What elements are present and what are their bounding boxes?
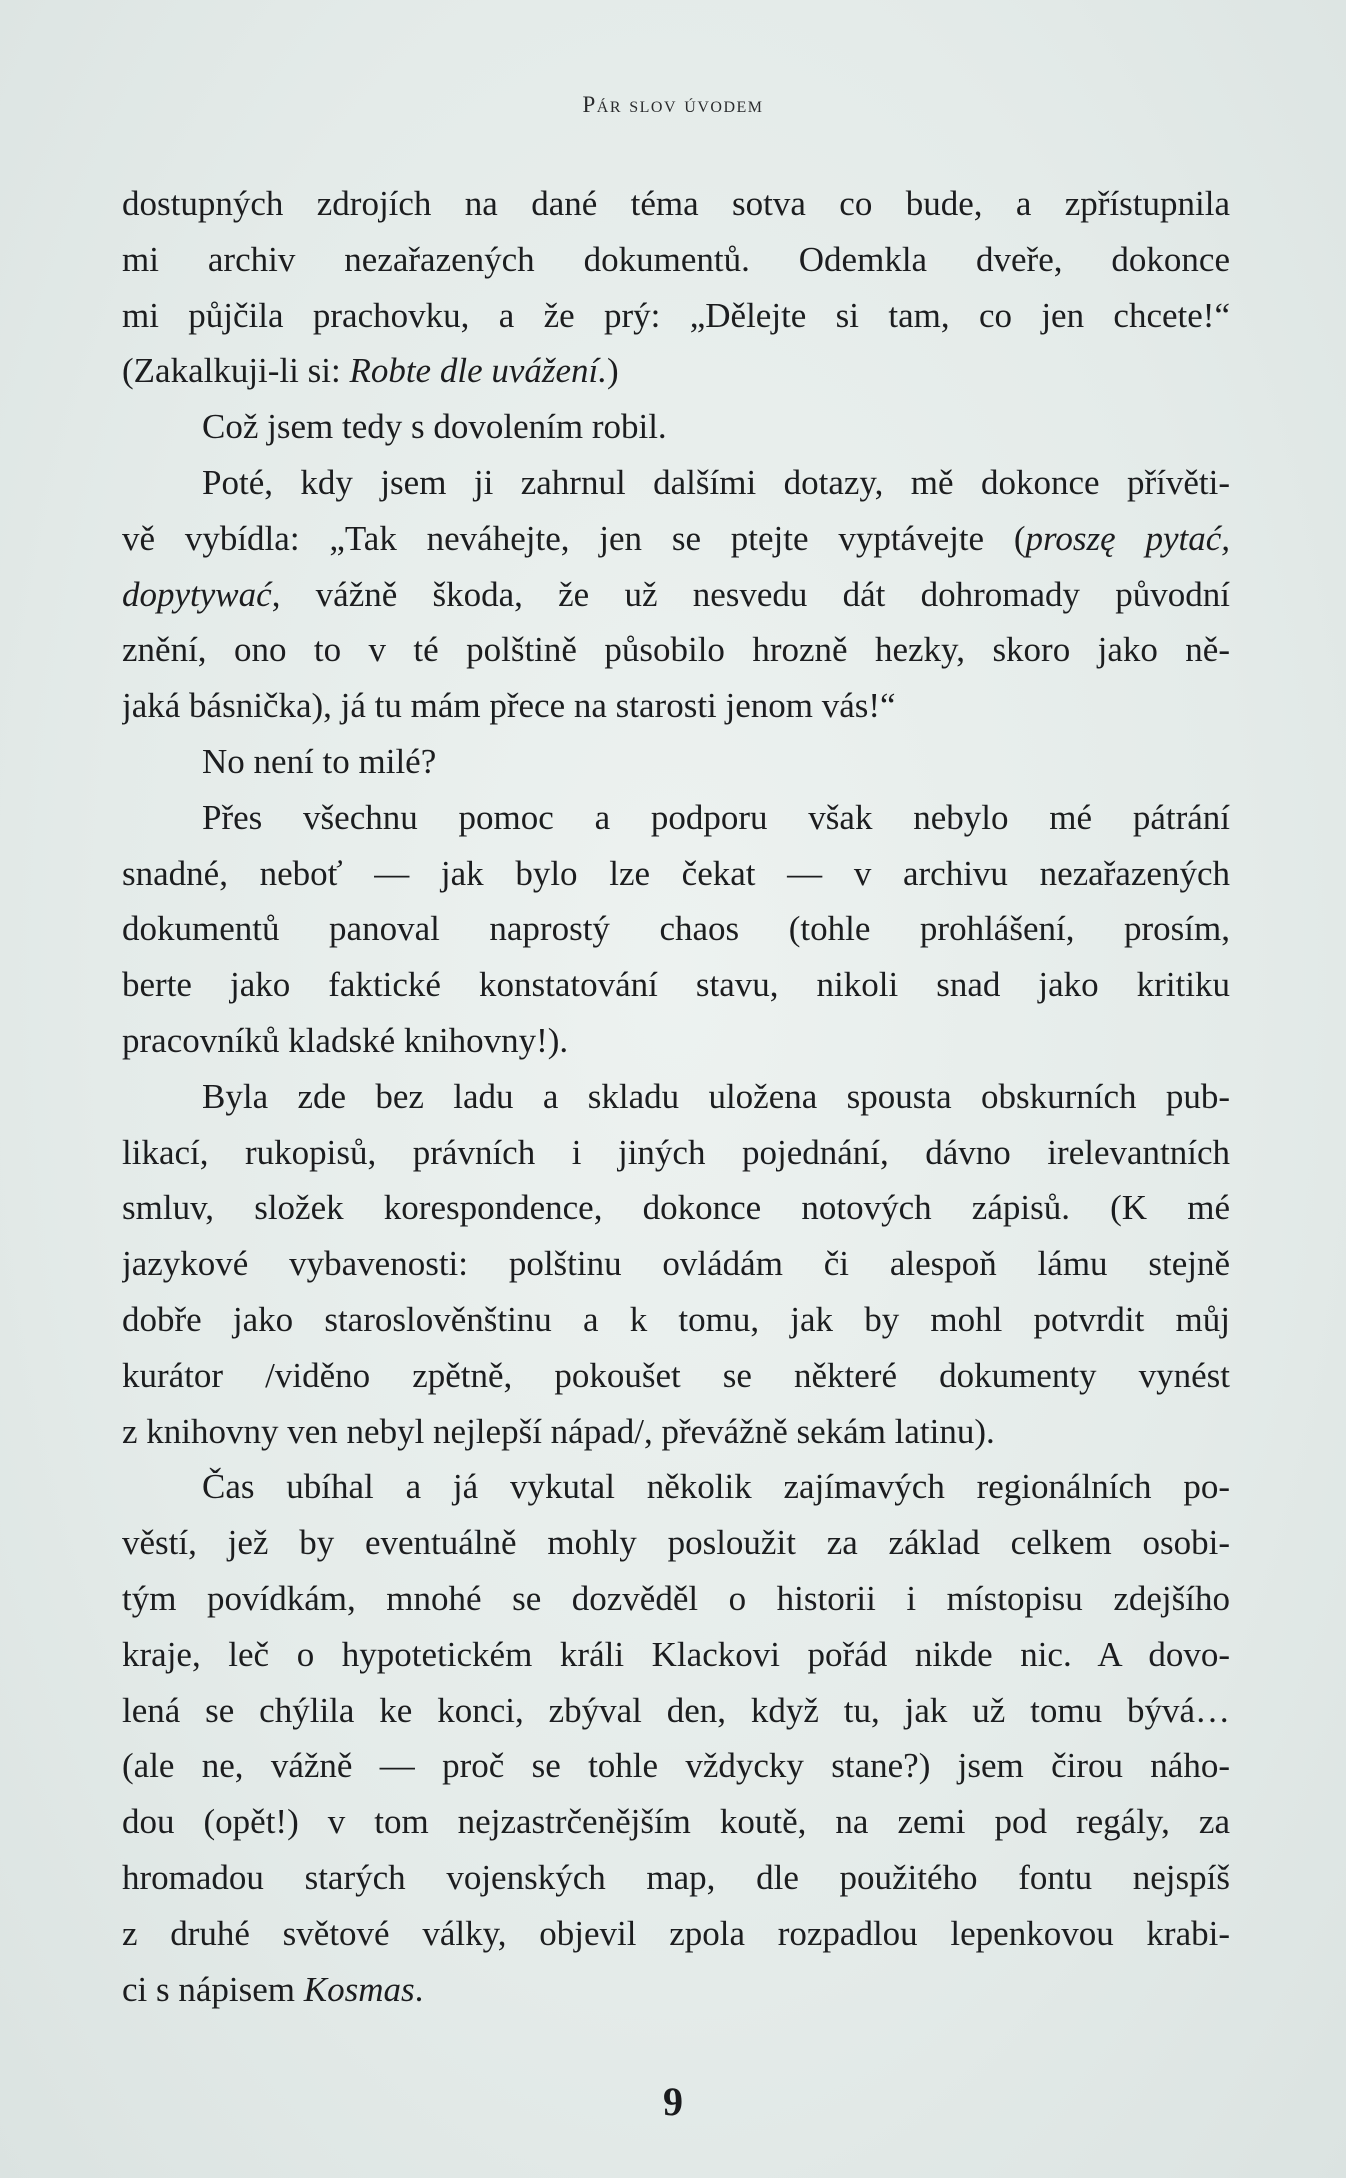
text-line <box>122 1906 1230 1962</box>
text-line <box>122 343 1230 399</box>
text-line <box>122 1404 1230 1460</box>
text-line <box>122 901 1230 957</box>
text-line <box>122 1962 1230 2018</box>
text-span: snadné, neboť — jak bylo lze čekat — v archivu nezařazených <box>122 853 1230 893</box>
italic-text: proszę pytać, <box>1025 518 1230 558</box>
text-line <box>122 957 1230 1013</box>
text-span: (Zakalkuji-li si: <box>122 351 350 391</box>
text-span: (ale ne, vážně — proč se tohle vždycky stane?) jsem čirou náho- <box>122 1746 1230 1786</box>
text-span: věstí, jež by eventuálně mohly posloužit za základ celkem osobi- <box>122 1523 1230 1563</box>
text-line <box>122 455 1230 511</box>
text-line <box>122 734 1230 790</box>
text-span: dobře jako staroslověnštinu a k tomu, jak by mohl potvrdit můj <box>122 1299 1230 1339</box>
text-line <box>122 511 1230 567</box>
text-line <box>122 1348 1230 1404</box>
text-line <box>122 1794 1230 1850</box>
text-line <box>122 176 1230 232</box>
text-line <box>122 678 1230 734</box>
text-span: lená se chýlila ke konci, zbýval den, když tu, jak už tomu bývá… <box>122 1690 1230 1730</box>
text-span: ) <box>607 351 619 391</box>
text-span: dokumentů panoval naprostý chaos (tohle prohlášení, prosím, <box>122 909 1230 949</box>
text-span: Byla zde bez ladu a skladu uložena spousta obskurních pub- <box>202 1076 1230 1116</box>
text-span: smluv, složek korespondence, dokonce notových zápisů. (K mé <box>122 1188 1230 1228</box>
italic-text: Robte dle uvážení. <box>349 351 608 391</box>
text-span: pracovníků kladské knihovny!). <box>122 1020 569 1060</box>
text-line <box>122 1292 1230 1348</box>
text-line <box>122 288 1230 344</box>
text-span: likací, rukopisů, právních i jiných pojednání, dávno irelevantních <box>122 1132 1230 1172</box>
text-span: Čas ubíhal a já vykutal několik zajímavých regionálních po- <box>202 1467 1230 1507</box>
text-span: jaká básnička), já tu mám přece na starosti jenom vás!“ <box>122 686 896 726</box>
page-number: 9 <box>663 2079 683 2124</box>
text-span: dostupných zdrojích na dané téma sotva co bude, a zpřístupnila <box>122 184 1230 223</box>
italic-text: dopytywać <box>122 574 272 614</box>
running-head: Pár slov úvodem <box>582 92 764 117</box>
text-line <box>122 1236 1230 1292</box>
text-line <box>122 1180 1230 1236</box>
text-span: ci s nápisem <box>122 1969 304 2009</box>
text-span: . <box>414 1969 424 2009</box>
text-span: z knihovny ven nebyl nejlepší nápad/, převážně sekám latinu). <box>122 1411 995 1451</box>
text-span: znění, ono to v té polštině působilo hrozně hezky, skoro jako ně- <box>122 630 1230 670</box>
text-span: No není to milé? <box>202 741 437 781</box>
italic-text: Kosmas <box>303 1969 415 2009</box>
text-span: , vážně škoda, že už nesvedu dát dohromady původní <box>271 574 1230 614</box>
text-line <box>122 1683 1230 1739</box>
text-span: hromadou starých vojenských map, dle použitého fontu nejspíš <box>122 1857 1230 1897</box>
text-span: mi archiv nezařazených dokumentů. Odemkla dveře, dokonce <box>122 239 1230 279</box>
text-line <box>122 1571 1230 1627</box>
text-line <box>122 1850 1230 1906</box>
text-line <box>122 1125 1230 1181</box>
text-line <box>122 567 1230 623</box>
text-line <box>122 399 1230 455</box>
text-span: dou (opět!) v tom nejzastrčenějším koutě, na zemi pod regály, za <box>122 1802 1230 1842</box>
text-span: Přes všechnu pomoc a podporu však nebylo mé pátrání <box>202 797 1230 837</box>
text-line <box>122 1627 1230 1683</box>
text-span: tým povídkám, mnohé se dozvěděl o historii i místopisu zdejšího <box>122 1578 1230 1618</box>
text-span: Což jsem tedy s dovolením robil. <box>202 407 667 447</box>
text-span: z druhé světové války, objevil zpola rozpadlou lepenkovou krabi- <box>122 1913 1230 1953</box>
text-span: jazykové vybavenosti: polštinu ovládám či alespoň lámu stejně <box>122 1244 1230 1284</box>
text-line <box>122 1515 1230 1571</box>
text-span: kurátor /viděno zpětně, pokoušet se některé dokumenty vynést <box>122 1355 1230 1395</box>
text-line <box>122 1459 1230 1515</box>
text-line <box>122 1069 1230 1125</box>
text-span: Poté, kdy jsem ji zahrnul dalšími dotazy, mě dokonce přívěti- <box>202 462 1230 502</box>
text-line <box>122 846 1230 902</box>
text-span: berte jako faktické konstatování stavu, nikoli snad jako kritiku <box>122 965 1230 1005</box>
text-span: vě vybídla: „Tak neváhejte, jen se ptejte vyptávejte ( <box>122 518 1026 558</box>
body-text <box>122 176 1230 2017</box>
text-line <box>122 1013 1230 1069</box>
text-span: kraje, leč o hypotetickém králi Klackovi pořád nikde nic. A dovo- <box>122 1634 1230 1674</box>
text-line <box>122 622 1230 678</box>
text-span: mi půjčila prachovku, a že prý: „Dělejte si tam, co jen chcete!“ <box>122 295 1230 335</box>
text-line <box>122 232 1230 288</box>
text-line <box>122 790 1230 846</box>
text-line <box>122 1738 1230 1794</box>
